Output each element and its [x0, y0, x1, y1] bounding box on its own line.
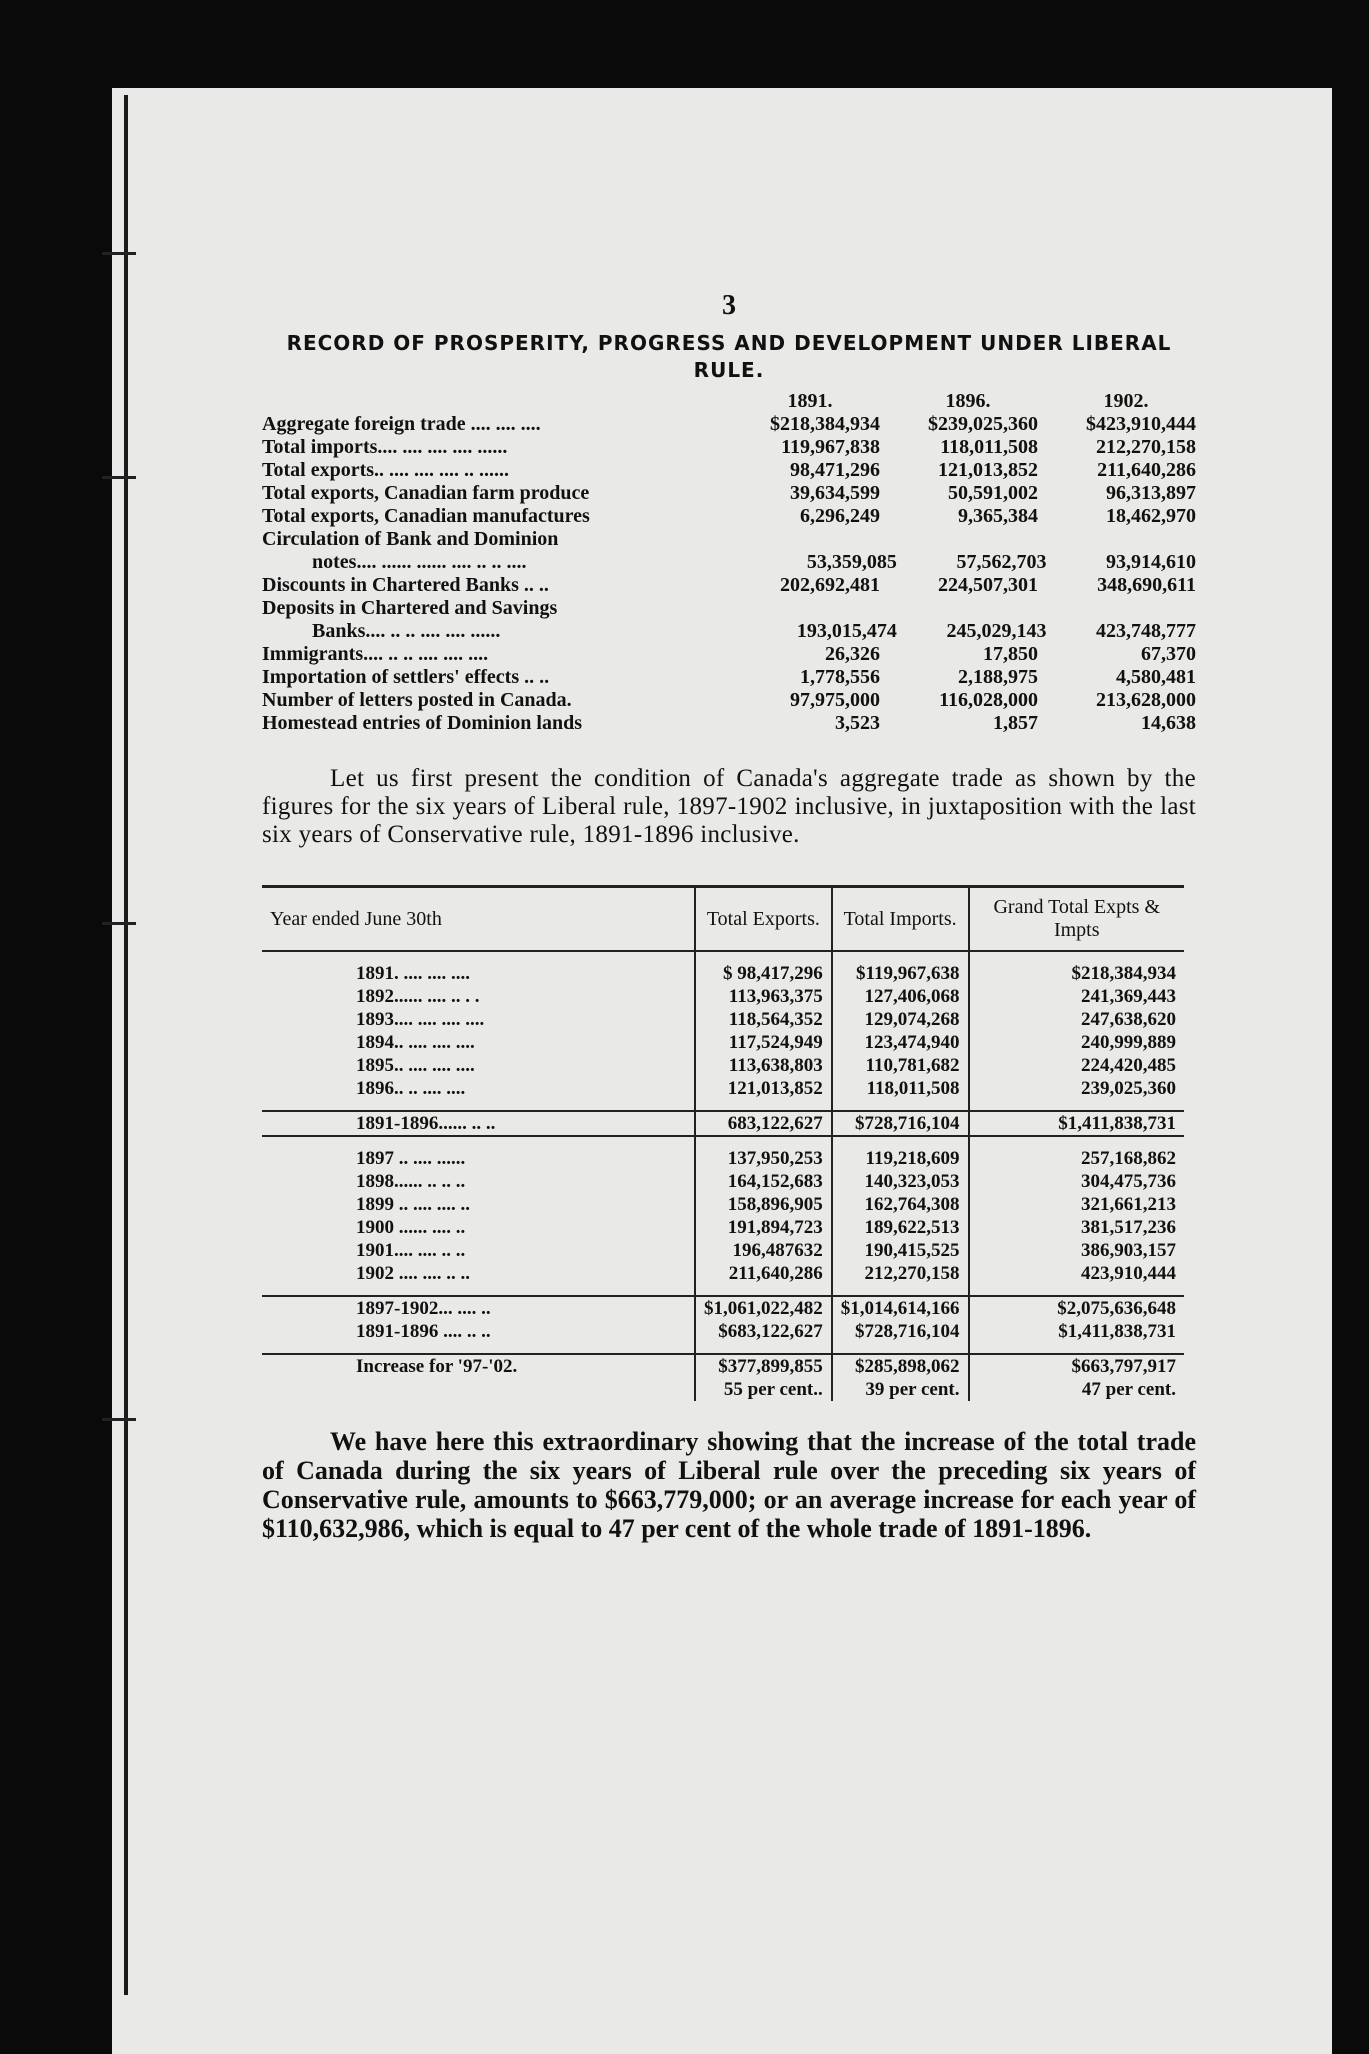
prosperity-row-label: Immigrants.... .. .. .... .... ....: [262, 643, 489, 665]
prosperity-row: [262, 712, 1196, 735]
prosperity-row: [262, 689, 1196, 712]
year-header: 1891.: [787, 390, 833, 412]
trade-value-cell: $663,797,917: [969, 1354, 1185, 1378]
trade-value-cell: 212,270,158: [832, 1262, 969, 1285]
trade-value-cell: 189,622,513: [832, 1216, 969, 1239]
trade-value-cell: 321,661,213: [969, 1193, 1185, 1216]
trade-value-cell: 110,781,682: [832, 1054, 969, 1077]
table-rule: [262, 1136, 1184, 1147]
table-rule: [262, 951, 1184, 962]
prosperity-row: [262, 620, 1196, 643]
closing-paragraph: We have here this extraordinary showing that the increase of the total trade of Canada during the six years of Liberal rule over the preceding six years of Conservative rule, amounts to $663,779,000; or an average increase for each year of $110,632,986, which is equal to 47 per cent of the whole trade of 1891-1896.: [262, 1427, 1196, 1543]
trade-row: [262, 1262, 1184, 1285]
prosperity-row-value: 423,748,777: [1096, 620, 1197, 642]
trade-year-cell: Increase for '97-'02.: [262, 1354, 695, 1378]
prosperity-row-label: Deposits in Chartered and Savings: [262, 597, 558, 619]
trade-value-cell: 129,074,268: [832, 1008, 969, 1031]
prosperity-row-value: $239,025,360: [928, 413, 1038, 435]
prosperity-row-value: 224,507,301: [938, 574, 1038, 596]
prosperity-row-value: 202,692,481: [780, 574, 880, 596]
prosperity-row-value: 193,015,474: [796, 620, 897, 642]
trade-value-cell: 191,894,723: [695, 1216, 832, 1239]
trade-value-cell: 190,415,525: [832, 1239, 969, 1262]
trade-row: [262, 1054, 1184, 1077]
prosperity-row-value: 6,296,249: [800, 505, 880, 527]
trade-value-cell: 123,474,940: [832, 1031, 969, 1054]
prosperity-table: [262, 390, 1196, 735]
prosperity-row-value: 98,471,296: [790, 459, 880, 481]
prosperity-row-value: 4,580,481: [1116, 666, 1196, 688]
prosperity-row-value: [722, 528, 880, 551]
trade-value-cell: 239,025,360: [969, 1077, 1185, 1100]
prosperity-row: [262, 597, 1196, 620]
prosperity-row-value: 17,850: [983, 643, 1038, 665]
prosperity-row: [262, 551, 1196, 574]
prosperity-row-value: [1038, 528, 1196, 551]
trade-year-cell: 1897-1902... .... ..: [262, 1296, 695, 1320]
trade-year-cell: 1893.... .... .... ....: [356, 1009, 485, 1030]
trade-value-cell: $1,411,838,731: [969, 1111, 1185, 1136]
trade-year-cell: 1897 .. .... ......: [356, 1148, 466, 1169]
page-heading: RECORD OF PROSPERITY, PROGRESS AND DEVELOPMENT UNDER LIBERAL RULE.: [286, 331, 1172, 382]
trade-value-cell: $ 98,417,296: [695, 962, 832, 985]
prosperity-row-value: 96,313,897: [1106, 482, 1196, 504]
trade-value-cell: 121,013,852: [695, 1077, 832, 1100]
prosperity-row-value: 57,562,703: [956, 551, 1047, 573]
increase-row: [262, 1354, 1184, 1378]
prosperity-row-label: Total exports, Canadian farm produce: [262, 482, 590, 504]
trade-value-cell: 381,517,236: [969, 1216, 1185, 1239]
comparison-row: [262, 1320, 1184, 1343]
page-content: [262, 290, 1196, 1569]
trade-year-cell: 1894.. .... .... ....: [356, 1032, 475, 1053]
trade-year-cell: 1898...... .. .. ..: [356, 1171, 466, 1192]
prosperity-row-value: 39,634,599: [790, 482, 880, 504]
trade-value-cell: 386,903,157: [969, 1239, 1185, 1262]
trade-value-cell: 164,152,683: [695, 1170, 832, 1193]
prosperity-row-label: Banks.... .. .. .... .... ......: [312, 620, 501, 642]
binding-mark: [102, 922, 136, 925]
trade-table: [262, 885, 1184, 1401]
prosperity-row-value: 3,523: [835, 712, 880, 734]
trade-year-cell: 1891. .... .... ....: [356, 963, 470, 984]
prosperity-row: [262, 666, 1196, 689]
trade-year-cell: [262, 1378, 695, 1401]
trade-value-cell: $285,898,062: [832, 1354, 969, 1378]
prosperity-row-value: 121,013,852: [938, 459, 1038, 481]
prosperity-row-value: [880, 528, 1038, 551]
prosperity-row-label: Number of letters posted in Canada.: [262, 689, 572, 711]
prosperity-row-label: Aggregate foreign trade .... .... ....: [262, 413, 541, 435]
page-number: 3: [722, 290, 736, 321]
trade-year-cell: 1901.... .... .. ..: [356, 1240, 466, 1261]
trade-value-cell: 683,122,627: [695, 1111, 832, 1136]
trade-row: [262, 1147, 1184, 1170]
trade-row: [262, 1031, 1184, 1054]
prosperity-row-value: 67,370: [1141, 643, 1196, 665]
trade-value-cell: 423,910,444: [969, 1262, 1185, 1285]
trade-value-cell: 140,323,053: [832, 1170, 969, 1193]
header-imports: Total Imports.: [832, 887, 969, 952]
prosperity-row: [262, 643, 1196, 666]
trade-value-cell: $2,075,636,648: [969, 1296, 1185, 1320]
prosperity-row: [262, 436, 1196, 459]
binding-mark: [102, 252, 136, 255]
prosperity-row-value: 2,188,975: [958, 666, 1038, 688]
prosperity-row-value: 18,462,970: [1106, 505, 1196, 527]
trade-value-cell: $377,899,855: [695, 1354, 832, 1378]
trade-row: [262, 1239, 1184, 1262]
trade-value-cell: 118,011,508: [832, 1077, 969, 1100]
prosperity-row-value: 26,326: [825, 643, 880, 665]
trade-value-cell: $218,384,934: [969, 962, 1185, 985]
trade-row: [262, 1193, 1184, 1216]
trade-year-cell: 1892...... .... .. . .: [356, 986, 480, 1007]
trade-value-cell: 247,638,620: [969, 1008, 1185, 1031]
prosperity-row-label: Total imports.... .... .... .... ......: [262, 436, 508, 458]
trade-row: [262, 1008, 1184, 1031]
trade-value-cell: 113,963,375: [695, 985, 832, 1008]
intro-paragraph: Let us first present the condition of Canada's aggregate trade as shown by the figures for the six years of Liberal rule, 1897-1902 inclusive, in juxtaposition with the last six years of Conservative rule, 1891-1896 inclusive.: [262, 765, 1196, 848]
trade-value-cell: $1,411,838,731: [969, 1320, 1185, 1343]
comparison-row: [262, 1296, 1184, 1320]
prosperity-row-label: Discounts in Chartered Banks .. ..: [262, 574, 549, 596]
prosperity-row-label: Importation of settlers' effects .. ..: [262, 666, 550, 688]
trade-value-cell: 39 per cent.: [832, 1378, 969, 1401]
prosperity-row-value: [1038, 597, 1196, 620]
trade-value-cell: 257,168,862: [969, 1147, 1185, 1170]
prosperity-row: [262, 459, 1196, 482]
trade-value-cell: 196,487632: [695, 1239, 832, 1262]
prosperity-row: [262, 482, 1196, 505]
trade-value-cell: $728,716,104: [832, 1320, 969, 1343]
prosperity-row-value: $423,910,444: [1086, 413, 1196, 435]
trade-value-cell: $683,122,627: [695, 1320, 832, 1343]
trade-row: [262, 1216, 1184, 1239]
trade-value-cell: 240,999,889: [969, 1031, 1185, 1054]
prosperity-row-value: 213,628,000: [1096, 689, 1196, 711]
prosperity-row-value: 14,638: [1141, 712, 1196, 734]
prosperity-row-value: [722, 597, 880, 620]
trade-year-cell: 1896.. .. .... ....: [356, 1078, 466, 1099]
binding-mark: [102, 1418, 136, 1421]
prosperity-row-value: 50,591,002: [948, 482, 1038, 504]
trade-row: [262, 1077, 1184, 1100]
trade-row: [262, 985, 1184, 1008]
prosperity-row-label: notes.... ...... ...... .... .. .. ....: [312, 551, 527, 573]
trade-value-cell: 117,524,949: [695, 1031, 832, 1054]
prosperity-table-header: [262, 390, 1196, 413]
prosperity-row-value: 245,029,143: [946, 620, 1047, 642]
prosperity-row-value: $218,384,934: [770, 413, 880, 435]
trade-value-cell: $1,014,614,166: [832, 1296, 969, 1320]
spine-line: [124, 95, 128, 1995]
table-rule: [262, 1100, 1184, 1111]
prosperity-row: [262, 574, 1196, 597]
trade-value-cell: 162,764,308: [832, 1193, 969, 1216]
prosperity-row-value: 93,914,610: [1106, 551, 1197, 573]
trade-value-cell: 47 per cent.: [969, 1378, 1185, 1401]
prosperity-row-value: 53,359,085: [806, 551, 897, 573]
prosperity-row: [262, 413, 1196, 436]
prosperity-row-value: 97,975,000: [790, 689, 880, 711]
prosperity-row-value: 348,690,611: [1097, 574, 1196, 596]
trade-value-cell: 211,640,286: [695, 1262, 832, 1285]
trade-year-cell: 1900 ...... .... ..: [356, 1217, 466, 1238]
header-year: Year ended June 30th: [270, 907, 442, 930]
prosperity-row-value: 118,011,508: [940, 436, 1038, 458]
prosperity-row-label: Total exports, Canadian manufactures: [262, 505, 590, 527]
trade-year-cell: 1891-1896 .... .. ..: [356, 1321, 491, 1342]
book-binding: [0, 0, 130, 2054]
prosperity-row-value: 211,640,286: [1097, 459, 1196, 481]
header-grand-total: Grand Total Expts & Impts: [969, 887, 1185, 952]
prosperity-row-label: Circulation of Bank and Dominion: [262, 528, 559, 550]
trade-value-cell: 137,950,253: [695, 1147, 832, 1170]
trade-year-cell: 1891-1896...... .. ..: [262, 1111, 695, 1136]
trade-row: [262, 962, 1184, 985]
trade-value-cell: $1,061,022,482: [695, 1296, 832, 1320]
year-header: 1896.: [945, 390, 991, 412]
trade-value-cell: 55 per cent..: [695, 1378, 832, 1401]
binding-mark: [102, 476, 136, 479]
trade-value-cell: 158,896,905: [695, 1193, 832, 1216]
prosperity-row-label: Total exports.. .... .... .... .. ......: [262, 459, 510, 481]
trade-value-cell: 119,218,609: [832, 1147, 969, 1170]
trade-value-cell: 241,369,443: [969, 985, 1185, 1008]
prosperity-row-value: 1,857: [993, 712, 1038, 734]
prosperity-row-value: [880, 597, 1038, 620]
trade-year-cell: 1902 .... .... .. ..: [356, 1263, 470, 1284]
prosperity-row-value: 9,365,384: [958, 505, 1038, 527]
subtotal-row: [262, 1111, 1184, 1136]
prosperity-row: [262, 505, 1196, 528]
percent-row: [262, 1378, 1184, 1401]
prosperity-row-value: 119,967,838: [781, 436, 880, 458]
header-exports: Total Exports.: [695, 887, 832, 952]
trade-year-cell: 1895.. .... .... ....: [356, 1055, 475, 1076]
table-rule: [262, 1285, 1184, 1296]
prosperity-row: [262, 528, 1196, 551]
trade-value-cell: $728,716,104: [832, 1111, 969, 1136]
prosperity-row-label: Homestead entries of Dominion lands: [262, 712, 582, 734]
table-rule: [262, 1343, 1184, 1354]
year-header: 1902.: [1103, 390, 1149, 412]
trade-row: [262, 1170, 1184, 1193]
trade-value-cell: 304,475,736: [969, 1170, 1185, 1193]
trade-value-cell: 224,420,485: [969, 1054, 1185, 1077]
trade-value-cell: 113,638,803: [695, 1054, 832, 1077]
trade-year-cell: 1899 .. .... .... ..: [356, 1194, 470, 1215]
trade-value-cell: $119,967,638: [832, 962, 969, 985]
prosperity-row-value: 116,028,000: [939, 689, 1038, 711]
trade-value-cell: 127,406,068: [832, 985, 969, 1008]
prosperity-row-value: 212,270,158: [1096, 436, 1196, 458]
trade-value-cell: 118,564,352: [695, 1008, 832, 1031]
prosperity-row-value: 1,778,556: [800, 666, 880, 688]
